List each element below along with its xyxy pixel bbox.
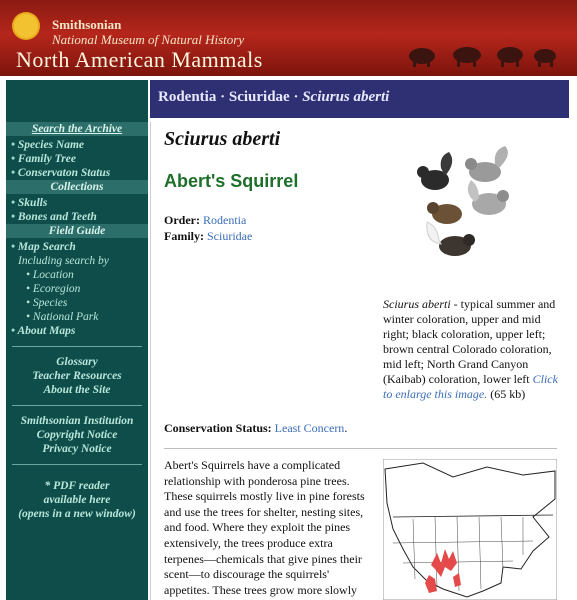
sidebar-label: Conservaton Status [17,167,111,179]
site-title[interactable]: North American Mammals [16,47,263,72]
bullet: • [11,139,16,151]
squirrel-photo-image[interactable] [407,146,527,268]
sidebar-label: About Maps [17,325,76,337]
bullet: • [11,241,16,253]
breadcrumb-family[interactable]: Sciuridae [228,89,290,105]
caption-text: - typical summer and winter coloration, upper and mid right; black coloration, upper left; brown central Colorado coloration, mid left; North Grand Canyon (Kaibab) coloration, lower left [383,297,556,386]
sidebar [6,80,148,600]
sidebar-collections-header: Collections [6,180,148,194]
status-link[interactable]: Least Concern [274,421,345,435]
species-description: Abert's Squirrels have a complicated relationship with ponderosa pine trees. These squirrels mostly live in pine forests and use the trees for shelter, nesting sites, and food. Where they exploit the pines extensively, the trees produce extra terpenes—chemicals that give pines their scent—to discourage the squirrels' appetites. These trees grow more slowly [164,458,365,597]
enlarge-image-link[interactable]: Click to enlarge this image. [383,372,558,401]
sidebar-item-location[interactable] [6,268,148,282]
bullet: • [11,211,16,223]
bullet: • [11,153,16,165]
sidebar-divider [12,405,142,406]
sidebar-pdf-line-1[interactable]: * PDF reader [44,480,110,492]
sidebar-label: National Park [32,311,99,323]
sidebar-divider [12,464,142,465]
sidebar-item-about-maps[interactable] [6,324,148,338]
bullet: • [26,269,31,281]
sidebar-label: Skulls [17,197,48,209]
caption-species: Sciurus aberti [383,297,451,311]
sidebar-label: Map Search [17,241,76,253]
sidebar-label: Bones and Teeth [17,211,97,223]
bullet: • [11,167,16,179]
breadcrumb-species: Sciurus aberti [302,89,390,105]
sidebar-label: Family Tree [17,153,76,165]
sidebar-item-conservation-status[interactable] [6,166,148,180]
sidebar-item-bones-teeth[interactable] [6,210,148,224]
page-title: Sciurus aberti [164,128,281,150]
breadcrumb-separator: · [216,89,229,105]
bullet: • [11,325,16,337]
sidebar-label: Location [32,269,74,281]
sidebar-divider [12,346,142,347]
taxonomy-breadcrumb [150,80,569,118]
family-label: Family: [164,229,204,243]
bullet: • [26,283,31,295]
sidebar-search-archive-header[interactable]: Search the Archive [6,122,148,136]
sidebar-including-note: Including search by [18,255,109,267]
sidebar-item-map-search[interactable] [6,240,148,254]
conservation-status-row [164,421,347,436]
institution-name: Smithsonian [52,17,122,32]
photo-caption [383,297,558,402]
order-row [164,213,246,228]
site-banner [0,0,577,76]
bullet: • [11,197,16,209]
sidebar-item-smithsonian[interactable]: Smithsonian Institution [20,415,134,427]
status-period: . [344,421,348,435]
status-label: Conservation Status: [164,421,272,435]
common-name: Abert's Squirrel [164,171,299,191]
sidebar-field-guide-header: Field Guide [6,224,148,238]
breadcrumb-order[interactable]: Rodentia [158,89,217,105]
breadcrumb-separator: · [289,89,303,105]
museum-name: National Museum of Natural History [52,32,245,47]
sidebar-label: Species [32,297,68,309]
family-row [164,229,252,244]
sidebar-item-species[interactable] [6,296,148,310]
family-link[interactable]: Sciuridae [207,229,253,243]
sidebar-item-national-park[interactable] [6,310,148,324]
smithsonian-sun-logo-icon [14,14,38,38]
order-link[interactable]: Rodentia [202,213,247,227]
sidebar-item-skulls[interactable] [6,196,148,210]
range-map-image[interactable] [383,459,557,600]
sidebar-item-species-name[interactable] [6,138,148,152]
sidebar-item-about-site[interactable]: About the Site [43,384,111,396]
enlarge-size: (65 kb) [487,387,526,401]
content-divider [164,448,557,449]
sidebar-item-family-tree[interactable] [6,152,148,166]
bullet: • [26,311,31,323]
species-content [150,122,570,600]
sidebar-item-teacher-resources[interactable]: Teacher Resources [32,370,122,382]
order-label: Order: [164,213,200,227]
sidebar-pdf-line-2[interactable]: available here [43,494,111,506]
sidebar-item-ecoregion[interactable] [6,282,148,296]
musk-ox-herd-icon [407,42,557,68]
sidebar-item-glossary[interactable]: Glossary [56,356,98,368]
sidebar-label: Species Name [17,139,85,151]
sidebar-item-copyright[interactable]: Copyright Notice [36,429,118,441]
sidebar-pdf-line-3[interactable]: (opens in a new window) [18,508,136,520]
bullet: • [26,297,31,309]
sidebar-label: Ecoregion [32,283,81,295]
sidebar-item-privacy[interactable]: Privacy Notice [42,443,112,455]
